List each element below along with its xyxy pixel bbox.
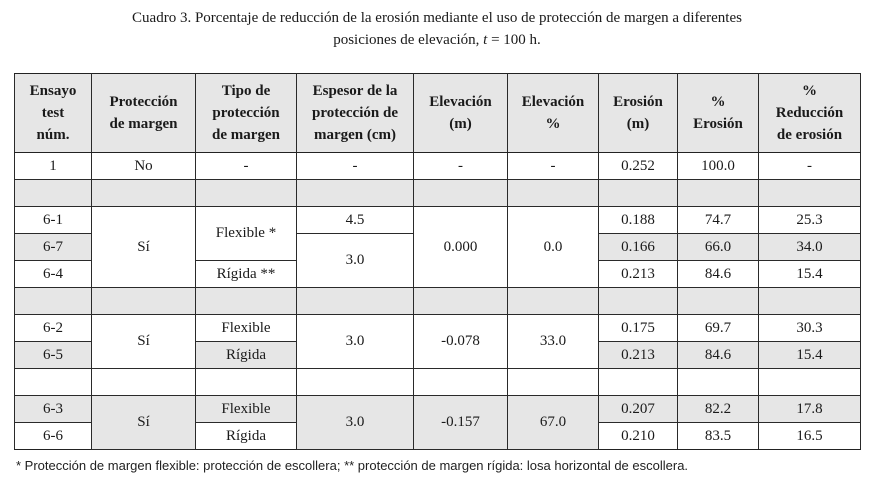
cell-ensayo: 1 [15,153,92,180]
cell-erosion: 0.188 [599,207,678,234]
header-proteccion: Protección de margen [92,74,196,153]
cell-elevacion-pct: 33.0 [508,315,599,369]
caption-time-variable: t [483,32,488,48]
table-row-1 [15,153,861,180]
cell-elevacion-pct: 67.0 [508,396,599,450]
cell-pct-erosion: 66.0 [678,234,759,261]
cell-reduccion: - [759,153,861,180]
cell-erosion: 0.166 [599,234,678,261]
table-caption [0,7,874,51]
header-row [15,74,861,153]
cell-erosion: 0.213 [599,261,678,288]
spacer-row [15,288,861,315]
cell-tipo: Rígida ** [196,261,297,288]
cell-elevacion-pct: 0.0 [508,207,599,288]
header-espesor: Espesor de la protección de margen (cm) [297,74,414,153]
cell-tipo: Flexible [196,315,297,342]
header-erosion-m: Erosión (m) [599,74,678,153]
cell-pct-erosion: 82.2 [678,396,759,423]
caption-line-2-suffix: = 100 h. [487,32,541,48]
cell-pct-erosion: 84.6 [678,261,759,288]
header-erosion-pct: % Erosión [678,74,759,153]
cell-reduccion: 16.5 [759,423,861,450]
cell-reduccion: 34.0 [759,234,861,261]
header-reduccion: % Reducción de erosión [759,74,861,153]
cell-erosion: 0.175 [599,315,678,342]
table-row-6-1 [15,207,861,234]
cell-ensayo: 6-4 [15,261,92,288]
cell-proteccion: Sí [92,207,196,288]
cell-pct-erosion: 84.6 [678,342,759,369]
cell-tipo: - [196,153,297,180]
cell-elevacion-pct: - [508,153,599,180]
cell-tipo: Rígida [196,342,297,369]
erosion-table [14,73,861,450]
cell-tipo: Flexible * [196,207,297,261]
header-tipo: Tipo de protección de margen [196,74,297,153]
spacer-row [15,369,861,396]
header-ensayo: Ensayo test núm. [15,74,92,153]
cell-elevacion-m: -0.157 [414,396,508,450]
cell-erosion: 0.207 [599,396,678,423]
cell-elevacion-m: 0.000 [414,207,508,288]
cell-reduccion: 30.3 [759,315,861,342]
cell-ensayo: 6-3 [15,396,92,423]
cell-pct-erosion: 100.0 [678,153,759,180]
cell-reduccion: 15.4 [759,342,861,369]
cell-espesor: 3.0 [297,396,414,450]
cell-reduccion: 17.8 [759,396,861,423]
cell-espesor: - [297,153,414,180]
table-row-6-3 [15,396,861,423]
cell-pct-erosion: 74.7 [678,207,759,234]
cell-tipo: Rígida [196,423,297,450]
cell-erosion: 0.252 [599,153,678,180]
table-footnote: * Protección de margen flexible: protección de escollera; ** protección de margen rígida: losa horizontal de escollera. [16,458,689,473]
cell-tipo: Flexible [196,396,297,423]
cell-espesor: 3.0 [297,315,414,369]
header-elevacion-m: Elevación (m) [414,74,508,153]
cell-ensayo: 6-1 [15,207,92,234]
cell-erosion: 0.213 [599,342,678,369]
cell-espesor: 4.5 [297,207,414,234]
cell-ensayo: 6-2 [15,315,92,342]
header-elevacion-pct: Elevación % [508,74,599,153]
caption-line-1: Cuadro 3. Porcentaje de reducción de la erosión mediante el uso de protección de margen a diferentes [132,10,742,26]
cell-elevacion-m: -0.078 [414,315,508,369]
cell-ensayo: 6-7 [15,234,92,261]
cell-reduccion: 15.4 [759,261,861,288]
cell-proteccion: No [92,153,196,180]
cell-pct-erosion: 69.7 [678,315,759,342]
cell-espesor: 3.0 [297,234,414,288]
table-row-6-2 [15,315,861,342]
caption-line-2 [0,29,874,51]
cell-proteccion: Sí [92,396,196,450]
cell-proteccion: Sí [92,315,196,369]
cell-ensayo: 6-5 [15,342,92,369]
cell-ensayo: 6-6 [15,423,92,450]
caption-line-2-prefix: posiciones de elevación, [333,32,484,48]
cell-reduccion: 25.3 [759,207,861,234]
cell-erosion: 0.210 [599,423,678,450]
spacer-row [15,180,861,207]
cell-pct-erosion: 83.5 [678,423,759,450]
cell-elevacion-m: - [414,153,508,180]
